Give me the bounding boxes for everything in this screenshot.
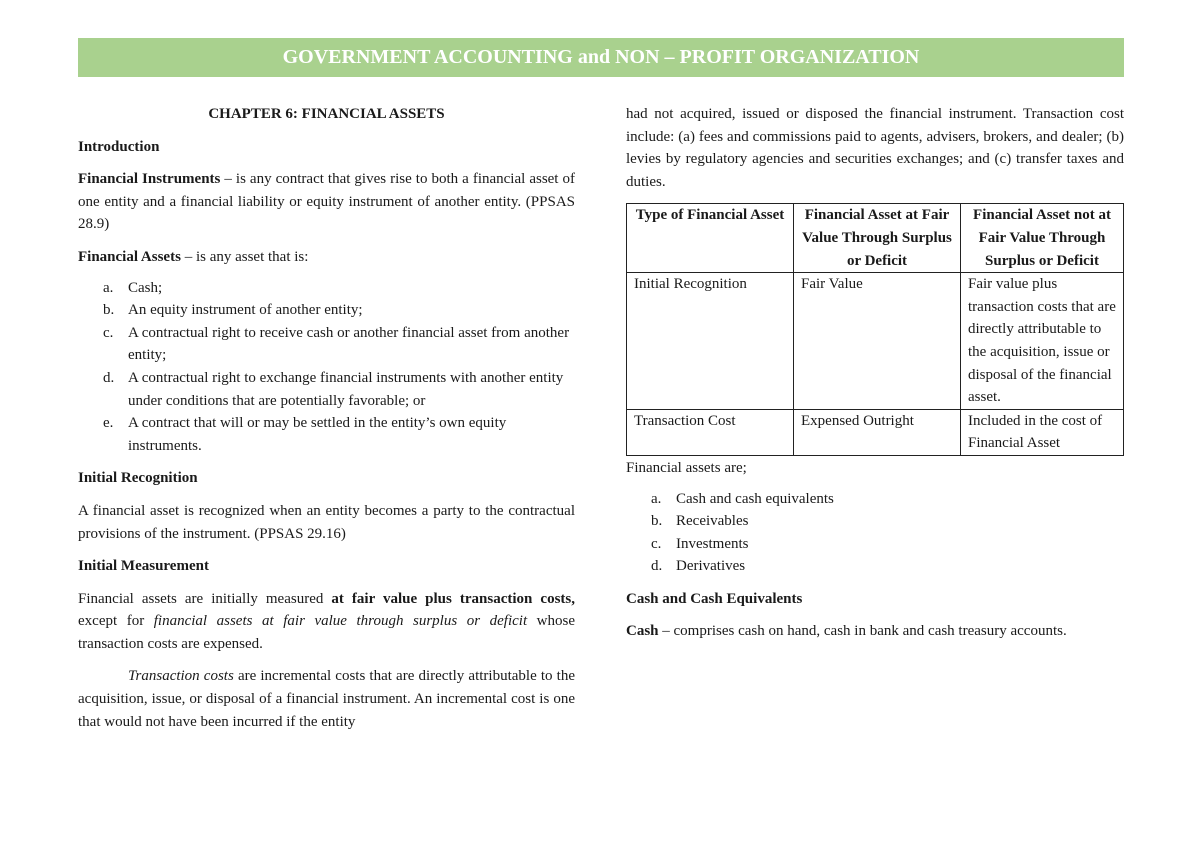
financial-assets-list — [78, 277, 575, 458]
list-item-text: A contractual right to receive cash or another financial asset from another entity; — [128, 324, 570, 364]
financial-asset-table — [626, 203, 1124, 456]
financial-instruments-text: – is any contract that gives rise to both a financial asset of one entity and a financial liability or equity instrument of another entity. (PPSAS 28.9) — [78, 171, 575, 233]
document-banner: GOVERNMENT ACCOUNTING and NON – PROFIT ORGANIZATION — [78, 38, 1124, 77]
measurement-text-mid: except for — [78, 613, 154, 630]
cash-term: Cash — [626, 623, 659, 640]
list-item-text: Receivables — [676, 513, 749, 530]
list-marker: b. — [651, 513, 663, 530]
transaction-costs-text: are incremental costs that are directly attributable to the acquisition, issue, or disposal of a financial instrument. An incremental cost is one that would not have been incurred if the entity — [78, 668, 575, 730]
list-marker: b. — [103, 302, 115, 319]
table-cell: Included in the cost of Financial Asset — [961, 409, 1124, 455]
financial-assets-text: – is any asset that is: — [180, 248, 309, 265]
initial-measurement-heading: Initial Measurement — [78, 558, 209, 575]
cash-text: – comprises cash on hand, cash in bank and cash treasury accounts. — [658, 623, 1067, 640]
list-item-text: Cash and cash equivalents — [676, 490, 834, 507]
initial-recognition-text: A financial asset is recognized when an entity becomes a party to the contractual provisions of the instrument. (PPSAS 29.16) — [78, 502, 575, 542]
left-column — [78, 103, 575, 733]
list-item — [78, 412, 575, 457]
financial-assets-term: Financial Assets — [78, 248, 181, 265]
list-item — [78, 322, 575, 367]
financial-assets-are-text: Financial assets are; — [626, 459, 747, 476]
list-item-text: Derivatives — [676, 558, 746, 575]
list-item — [626, 488, 1124, 511]
financial-instruments-term: Financial Instruments — [78, 171, 221, 188]
list-item — [78, 299, 575, 322]
table-cell: Initial Recognition — [627, 273, 794, 410]
list-item — [78, 277, 575, 300]
table-cell: Expensed Outright — [794, 409, 961, 455]
cash-definition — [626, 620, 1124, 643]
measurement-text-start: Financial assets are initially measured — [78, 590, 332, 607]
financial-assets-definition — [78, 246, 575, 269]
right-column — [626, 103, 1124, 643]
list-marker: c. — [103, 324, 114, 341]
list-marker: a. — [651, 490, 662, 507]
list-item — [78, 367, 575, 412]
list-marker: c. — [651, 535, 662, 552]
list-item-text: Investments — [676, 535, 749, 552]
list-item-text: A contractual right to exchange financial instruments with another entity under conditions that are potentially favorable; or — [128, 369, 564, 409]
list-item-text: An equity instrument of another entity; — [128, 302, 363, 319]
cash-equivalents-heading: Cash and Cash Equivalents — [626, 590, 803, 607]
table-header: Financial Asset at Fair Value Through Surplus or Deficit — [794, 204, 961, 273]
list-item — [626, 555, 1124, 578]
introduction-heading: Introduction — [78, 138, 160, 155]
measurement-text-end: whose transaction costs are expensed. — [78, 613, 575, 652]
transaction-costs-continued: had not acquired, issued or disposed the financial instrument. Transaction cost include: (a) fees and commissions paid to agents, advisers, brokers, and dealer; (b) levies by regulatory agencies and securities exchanges; and (c) transfer taxes and duties. — [626, 106, 1124, 190]
list-item — [626, 533, 1124, 556]
list-marker: a. — [103, 279, 114, 296]
list-item-text: Cash; — [128, 279, 163, 296]
financial-instruments-definition — [78, 168, 575, 236]
measurement-bold-phrase: at fair value plus transaction costs, — [331, 590, 575, 607]
measurement-italic-phrase: financial assets at fair value through surplus or deficit — [153, 613, 528, 630]
chapter-title: CHAPTER 6: FINANCIAL ASSETS — [208, 106, 445, 122]
table-header: Type of Financial Asset — [627, 204, 794, 273]
table-header-row — [627, 204, 1124, 273]
table-row — [627, 273, 1124, 410]
table-row — [627, 409, 1124, 455]
list-marker: d. — [103, 369, 115, 386]
table-cell: Fair value plus transaction costs that are directly attributable to the acquisition, issue or disposal of the financial asset. — [961, 273, 1124, 410]
initial-measurement-text — [78, 588, 575, 656]
list-item-text: A contract that will or may be settled in the entity’s own equity instruments. — [128, 415, 507, 454]
list-item — [626, 510, 1124, 533]
list-marker: e. — [103, 415, 114, 432]
table-cell: Fair Value — [794, 273, 961, 410]
table-cell: Transaction Cost — [627, 409, 794, 455]
initial-recognition-heading: Initial Recognition — [78, 470, 198, 487]
transaction-costs-term: Transaction costs — [128, 668, 234, 685]
list-marker: d. — [651, 558, 663, 575]
financial-asset-types-list — [626, 488, 1124, 578]
transaction-costs-paragraph — [78, 665, 575, 733]
table-header: Financial Asset not at Fair Value Through Surplus or Deficit — [961, 204, 1124, 273]
